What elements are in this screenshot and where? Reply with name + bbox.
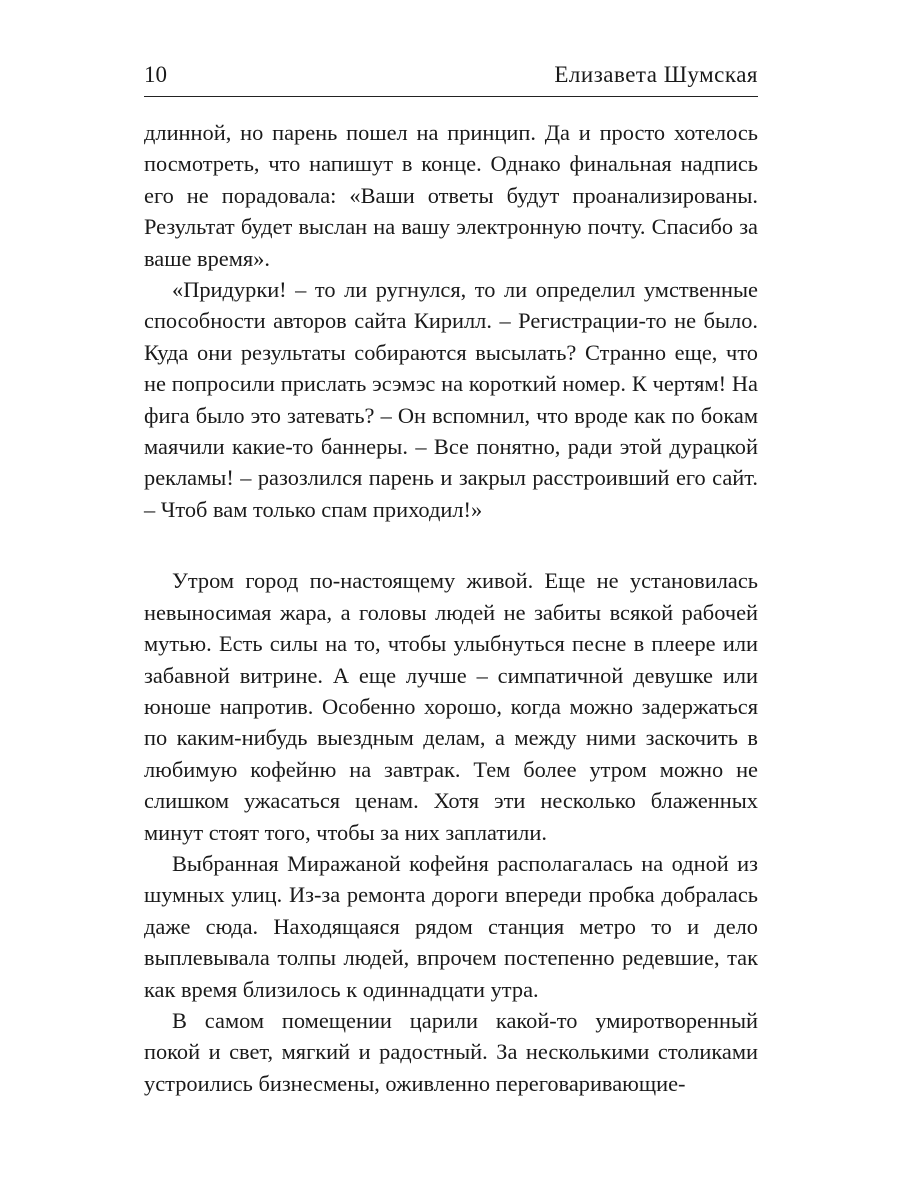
- section-break: [144, 525, 758, 565]
- paragraph: В самом помещении царили какой-то умиротворенный покой и свет, мягкий и радостный. За несколькими столиками устроились бизнесмены, оживленно переговаривающие-: [144, 1007, 758, 1096]
- book-page: [144, 62, 758, 1099]
- paragraph-continuation: длинной, но парень пошел на принцип. Да и просто хотелось посмотреть, что напишут в конце. Однако финальная надпись его не порадовала: «Ваши ответы будут проанализированы. Результат будет выслан на вашу электронную почту. Спасибо за ваше время».: [144, 120, 758, 271]
- author-name: Елизавета Шумская: [554, 62, 758, 87]
- page-number: 10: [144, 62, 167, 87]
- running-header: [144, 62, 758, 97]
- paragraph: «Придурки! – то ли ругнулся, то ли определил умственные способности авторов сайта Кирилл. – Регистрации-то не было. Куда они результаты собираются высылать? Странно еще, что не попросили прислать эсэмэс на короткий номер. К чертям! На фига было это затевать? – Он вспомнил, что вроде как по бокам маячили какие-то баннеры. – Все понятно, ради этой дурацкой рекламы! – разозлился парень и закрыл расстроивший его сайт. – Чтоб вам только спам приходил!»: [144, 277, 758, 522]
- paragraph: Выбранная Миражаной кофейня располагалась на одной из шумных улиц. Из-за ремонта дороги впереди пробка добралась даже сюда. Находящаяся рядом станция метро то и дело выплевывала толпы людей, впрочем постепенно редевшие, так как время близилось к одиннадцати утра.: [144, 850, 758, 1002]
- paragraph: Утром город по-настоящему живой. Еще не установилась невыносимая жара, а головы людей не забиты всякой рабочей мутью. Есть силы на то, чтобы улыбнуться песне в плеере или забавной витрине. А еще лучше – симпатичной девушке или юноше напротив. Особенно хорошо, когда можно задержаться по каким-нибудь выездным делам, а между ними заскочить в любимую кофейню на завтрак. Тем более утром можно не слишком ужасаться ценам. Хотя эти несколько блаженных минут стоят того, чтобы за них заплатили.: [144, 568, 758, 845]
- body-text: [144, 117, 758, 1099]
